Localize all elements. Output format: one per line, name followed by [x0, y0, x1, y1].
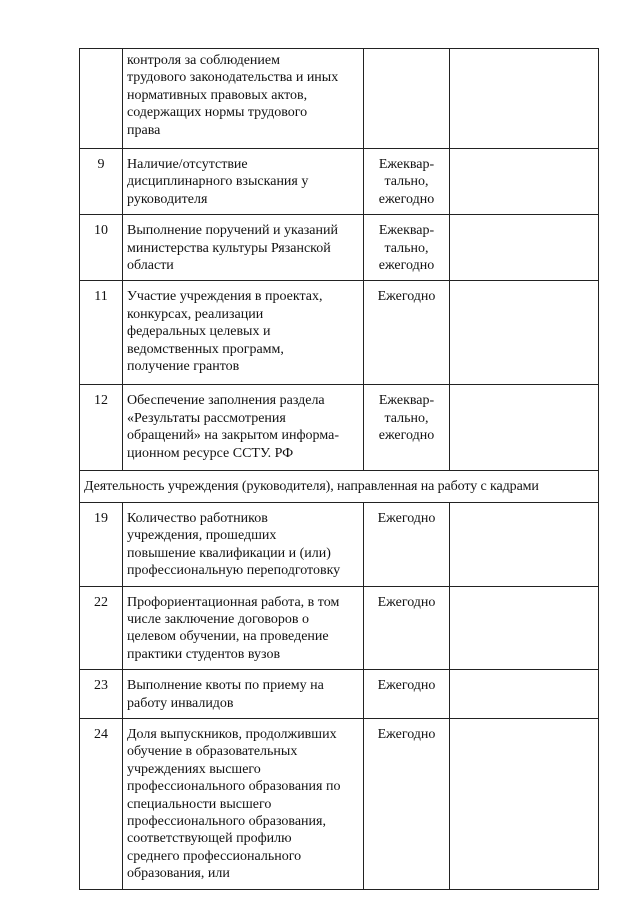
table-row: [80, 281, 599, 385]
criteria-table: [79, 48, 599, 890]
value-cell: [450, 149, 599, 215]
table-row: [80, 502, 599, 586]
row-number: 10: [80, 215, 123, 281]
value-cell: [450, 502, 599, 586]
criterion-text: Доля выпускников, продолживших обучение в образовательных учреждениях высшего профессионального образования по специальности высшего профессионального образования, соответствующей профилю среднего профессионального образования, или: [123, 718, 364, 889]
criterion-text: Количество работников учреждения, прошедших повышение квалификации и (или) профессиональную переподготовку: [123, 502, 364, 586]
row-number: 9: [80, 149, 123, 215]
period-cell: Ежегодно: [364, 586, 450, 670]
row-number: 23: [80, 670, 123, 719]
section-title: Деятельность учреждения (руководителя), направленная на работу с кадрами: [80, 471, 599, 502]
period-cell: Ежегодно: [364, 502, 450, 586]
value-cell: [450, 281, 599, 385]
criterion-text: контроля за соблюдением трудового законодательства и иных нормативных правовых актов, содержащих нормы трудового права: [123, 49, 364, 149]
period-cell: Ежеквар- тально, ежегодно: [364, 385, 450, 471]
criterion-text: Обеспечение заполнения раздела «Результаты рассмотрения обращений» на закрытом информа- ционном ресурсе ССТУ. РФ: [123, 385, 364, 471]
row-number: [80, 49, 123, 149]
section-row: [80, 471, 599, 502]
value-cell: [450, 49, 599, 149]
row-number: 12: [80, 385, 123, 471]
table-row: [80, 385, 599, 471]
table-row: [80, 586, 599, 670]
criterion-text: Наличие/отсутствие дисциплинарного взыскания у руководителя: [123, 149, 364, 215]
value-cell: [450, 586, 599, 670]
criterion-text: Участие учреждения в проектах, конкурсах, реализации федеральных целевых и ведомственных программ, получение грантов: [123, 281, 364, 385]
value-cell: [450, 718, 599, 889]
criterion-text: Выполнение квоты по приему на работу инвалидов: [123, 670, 364, 719]
value-cell: [450, 670, 599, 719]
table-row: [80, 215, 599, 281]
period-cell: [364, 49, 450, 149]
row-number: 19: [80, 502, 123, 586]
period-cell: Ежеквар- тально, ежегодно: [364, 215, 450, 281]
table-row: [80, 718, 599, 889]
table-row: [80, 49, 599, 149]
period-cell: Ежегодно: [364, 670, 450, 719]
criterion-text: Профориентационная работа, в том числе заключение договоров о целевом обучении, на проведение практики студентов вузов: [123, 586, 364, 670]
table-row: [80, 149, 599, 215]
value-cell: [450, 215, 599, 281]
period-cell: Ежегодно: [364, 281, 450, 385]
table-row: [80, 670, 599, 719]
criterion-text: Выполнение поручений и указаний министерства культуры Рязанской области: [123, 215, 364, 281]
row-number: 11: [80, 281, 123, 385]
period-cell: Ежеквар- тально, ежегодно: [364, 149, 450, 215]
row-number: 22: [80, 586, 123, 670]
period-cell: Ежегодно: [364, 718, 450, 889]
row-number: 24: [80, 718, 123, 889]
value-cell: [450, 385, 599, 471]
